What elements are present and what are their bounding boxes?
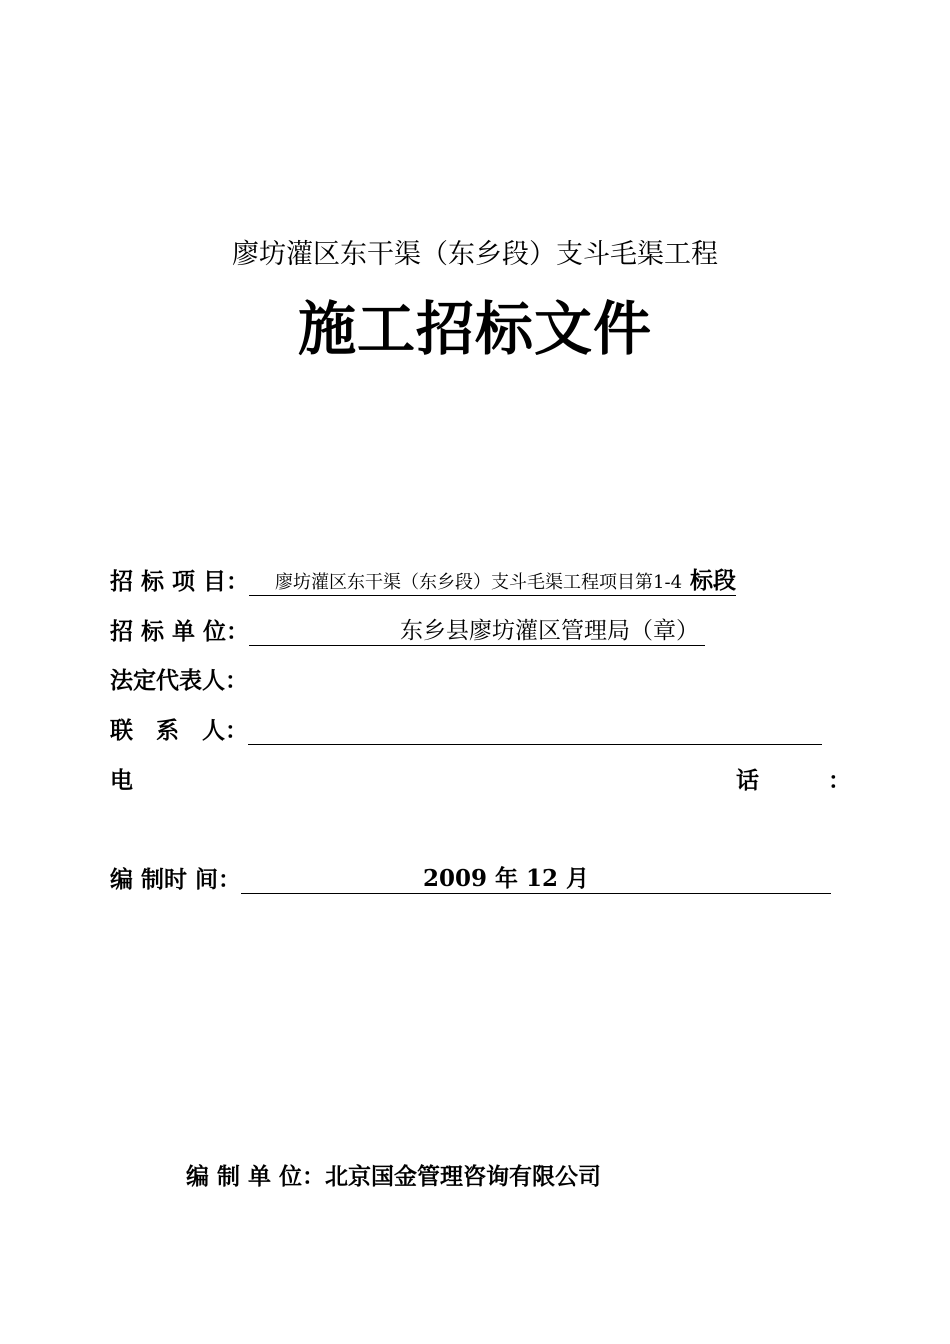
- project-label: 招 标 项 目：: [110, 568, 250, 595]
- unit-label: 招 标 单 位：: [110, 618, 250, 645]
- document-title: 施工招标文件: [297, 295, 652, 363]
- date-label: 编 制时 间：: [110, 866, 242, 893]
- legal-rep-label: 法定代表人：: [110, 667, 248, 694]
- project-value: [249, 562, 736, 596]
- document-subtitle: 廖坊灌区东干渠（东乡段）支斗毛渠工程: [232, 239, 718, 270]
- field-unit: [110, 612, 705, 646]
- field-phone: [110, 762, 850, 792]
- project-value-tail: 标段: [682, 567, 737, 594]
- field-date: [110, 860, 831, 894]
- project-value-text: 廖坊灌区东干渠（东乡段）支斗毛渠工程项目第1-4: [275, 572, 683, 593]
- unit-value: 东乡县廖坊灌区管理局（章）: [249, 612, 705, 646]
- field-contact: [110, 712, 822, 745]
- field-legal-rep: [110, 662, 248, 695]
- phone-label-colon: ：: [828, 767, 851, 794]
- compiler-unit: 编 制 单 位：北京国金管理咨询有限公司: [186, 1163, 602, 1190]
- phone-label-mid: 话: [736, 767, 759, 794]
- contact-label: 联 系 人：: [110, 717, 248, 744]
- field-project: [110, 562, 736, 596]
- date-value: 2009 年 12 月: [241, 860, 831, 894]
- phone-label-left: 电: [110, 767, 133, 794]
- contact-value: [248, 720, 822, 745]
